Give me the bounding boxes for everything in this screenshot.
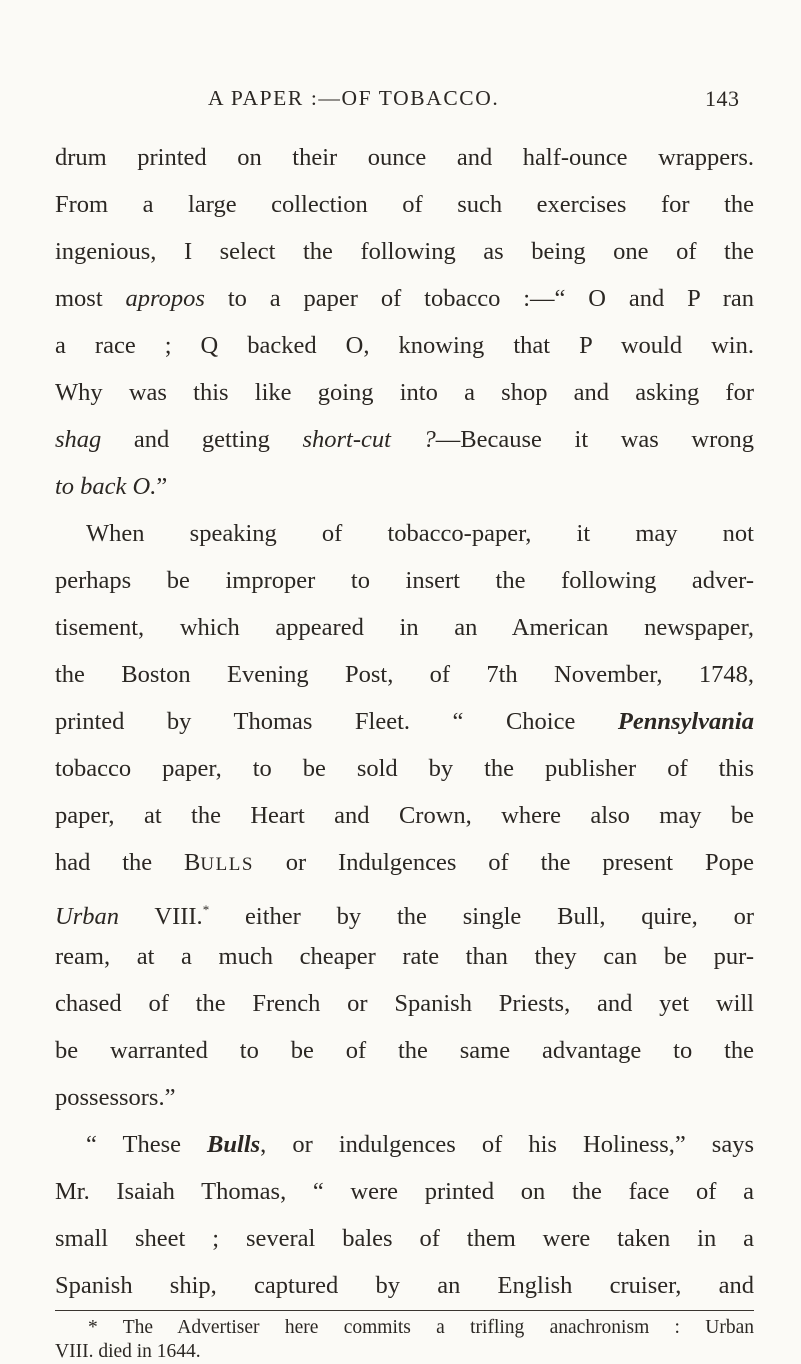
text-line: perhaps be improper to insert the following adver- [55, 567, 754, 594]
italic-term: short-cut ? [302, 426, 436, 453]
italic-term: Bulls [207, 1131, 261, 1158]
text-line: Urban VIII.* either by the single Bull, quire, or [55, 902, 754, 930]
italic-term: shag [55, 426, 102, 453]
small-caps-term: ULLS [200, 854, 254, 875]
paragraph-start: When speaking of tobacco-paper, it may not [86, 520, 754, 547]
footnote-line: * The Advertiser here commits a trifling anachronism : Urban [88, 1317, 754, 1338]
text-line: be warranted to be of the same advantage to the [55, 1037, 754, 1064]
text-line: to back O.” [55, 473, 168, 500]
text-line: ream, at a much cheaper rate than they can be pur- [55, 943, 754, 970]
text-line: had the BULLS or Indulgences of the present Pope [55, 849, 754, 876]
italic-term: Urban [55, 903, 119, 930]
text-line: most apropos to a paper of tobacco :—“ O and P ran [55, 285, 754, 312]
running-head: A PAPER :—OF TOBACCO. [208, 86, 500, 110]
text-line: From a large collection of such exercises for the [55, 191, 754, 218]
text-line: Spanish ship, captured by an English cruiser, and [55, 1272, 754, 1299]
text-line: chased of the French or Spanish Priests, and yet will [55, 990, 754, 1017]
paragraph-start: “ These Bulls, or indulgences of his Holiness,” says [86, 1131, 754, 1158]
text-line: a race ; Q backed O, knowing that P would win. [55, 332, 754, 359]
text-line: Mr. Isaiah Thomas, “ were printed on the face of a [55, 1178, 754, 1205]
text-line: shag and getting short-cut ?—Because it was wrong [55, 426, 754, 453]
footnote-rule [55, 1310, 754, 1311]
text-line: drum printed on their ounce and half-ounce wrappers. [55, 144, 754, 171]
text-line: paper, at the Heart and Crown, where also may be [55, 802, 754, 829]
text-line: Why was this like going into a shop and asking for [55, 379, 754, 406]
italic-term: apropos [125, 285, 205, 312]
footnote-marker: * [202, 902, 210, 917]
italic-term: Pennsylvania [617, 708, 754, 735]
text-line: ingenious, I select the following as being one of the [55, 238, 754, 265]
italic-term: to back O. [55, 473, 157, 500]
footnote-line: VIII. died in 1644. [55, 1341, 201, 1362]
text-line: tobacco paper, to be sold by the publisher of this [55, 755, 754, 782]
text-line: tisement, which appeared in an American newspaper, [55, 614, 754, 641]
text-line: small sheet ; several bales of them were taken in a [55, 1225, 754, 1252]
text-line: the Boston Evening Post, of 7th November, 1748, [55, 661, 754, 688]
text-line: printed by Thomas Fleet. “ Choice Pennsylvania [55, 708, 754, 735]
text-line: possessors.” [55, 1084, 176, 1111]
page-number: 143 [705, 86, 740, 111]
